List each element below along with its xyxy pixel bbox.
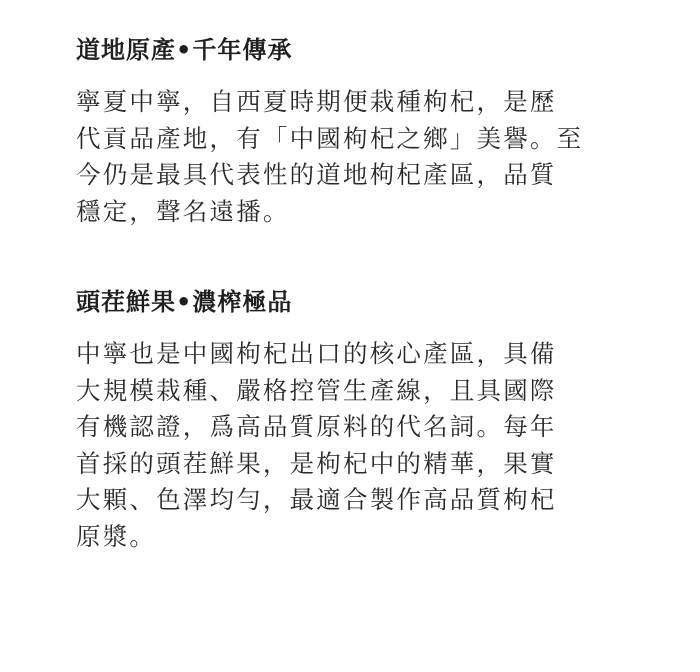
paragraph-line: 大規模栽種、嚴格控管生產線，且具國際 [76, 375, 557, 405]
paragraph-line: 大顆、色澤均勻，最適合製作高品質枸杞 [76, 485, 557, 514]
paragraph-line: 首採的頭茬鮮果，是枸杞中的精華，果實 [76, 448, 557, 478]
paragraph-line: 穩定，聲名遠播。 [76, 196, 290, 226]
paragraph-line: 原漿。 [76, 521, 157, 551]
paragraph-line: 中寧也是中國枸杞出口的核心產區，具備 [76, 339, 557, 368]
paragraph-line: 代貢品產地，有「中國枸杞之鄉」美譽。至 [76, 123, 584, 153]
section-heading: 頭茬鮮果•濃榨極品 [76, 288, 293, 316]
section-heading: 道地原產•千年傳承 [76, 36, 293, 64]
section-paragraph [76, 336, 628, 555]
paragraph-line: 寧夏中寧，自西夏時期便栽種枸杞，是歷 [76, 87, 557, 116]
section-paragraph [76, 84, 628, 230]
paragraph-line: 今仍是最具代表性的道地枸杞產區，品質 [76, 160, 557, 189]
paragraph-line: 有機認證，爲高品質原料的代名詞。每年 [76, 412, 557, 441]
section-fresh-fruit [76, 286, 628, 555]
section-origin [76, 34, 628, 230]
